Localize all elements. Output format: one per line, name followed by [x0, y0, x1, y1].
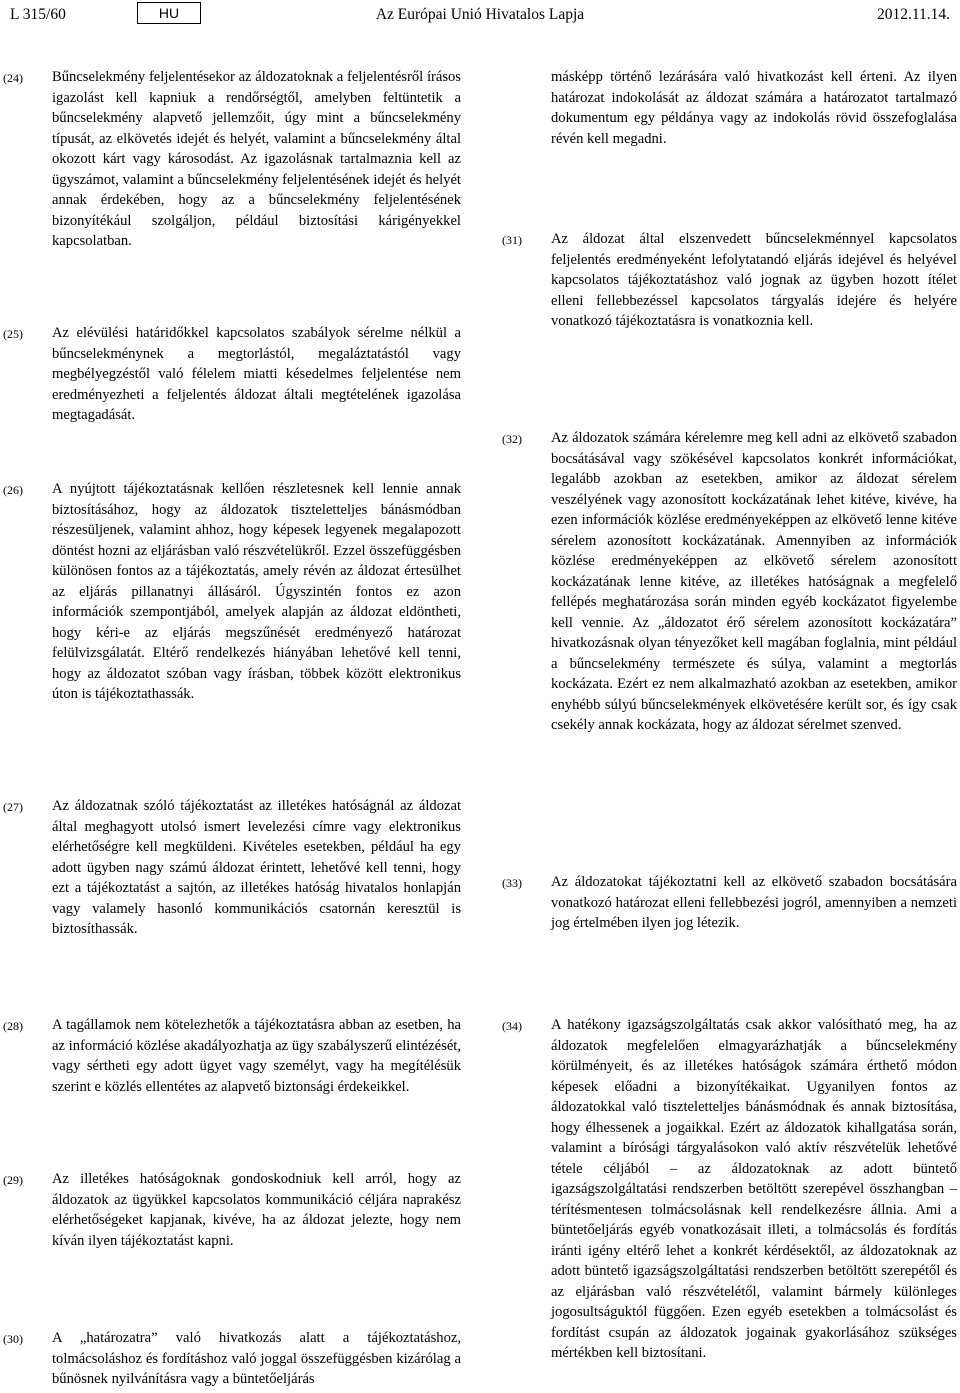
recital-text: Az áldozat által elszenvedett bűncselekménnyel kapcsolatos feljelentés eredményeként lefolytatandó eljárás idejével és helyével kapcsolatos tájékoztatáshoz való jognak az ügyben hozott ítélet elleni fellebbezéssel kapcsolatos tárgyalás idejére és helyére vonatkozó tájékoztatásra is vonatkoznia kell. — [551, 231, 957, 329]
recital-26 — [3, 479, 461, 705]
recital-number: (34) — [502, 1019, 522, 1033]
recital-number: (24) — [3, 71, 23, 85]
recital-number: (32) — [502, 432, 522, 446]
recital-25 — [3, 323, 461, 426]
recital-text: A nyújtott tájékoztatásnak kellően részletesnek kell lennie annak biztosításához, hogy az áldozatok tiszteletteljes bánásmódban részesüljenek, valamint ahhoz, hogy képesek legyenek megalapozott döntést hozni az eljárásban való részvételükről. Ezzel összefüggésben különösen fontos az a tájékoztatás, amely révén az áldozat értesülhet az eljárás pillanatnyi állásáról. Úgyszintén fontos ez azon információk szempontjából, amelyek alapján az áldozat eldöntheti, hogy kéri-e az eljárás megszűnését eredményező határozat felülvizsgálatát. Eltérő rendelkezés hiányában lehetővé kell tenni, hogy az áldozatot szóban vagy írásban, többek között elektronikus úton is tájékoztathassák. — [52, 481, 461, 702]
recital-number: (28) — [3, 1019, 23, 1033]
language-badge: HU — [137, 2, 201, 24]
publication-date: 2012.11.14. — [876, 6, 950, 23]
recital-24 — [3, 67, 461, 252]
page-reference: L 315/60 — [10, 6, 66, 23]
recital-number: (26) — [3, 483, 23, 497]
recital-text: Az áldozatnak szóló tájékoztatást az illetékes hatóságnál az áldozat által meghagyott utolsó ismert levelezési címre vagy elektronikus elérhetőségre kell megküldeni. Kivételes esetekben, például ha egy adott ügyben nagy számú áldozat érintett, lehetővé kell tenni, hogy ezt a tájékoztatást a sajtón, az illetékes hatóság hivatalos honlapján vagy valamely hasonló kommunikációs csatornán keresztül is biztosíthassák. — [52, 798, 461, 937]
journal-title: Az Európai Unió Hivatalos Lapja — [375, 6, 585, 23]
recital-text: Az áldozatok számára kérelemre meg kell adni az elkövető szabadon bocsátásával vagy szökésével kapcsolatos konkrét információkat, legalább azokban az esetekben, amikor az áldozat sérelem veszélyének vagy azonosított kockázatának lehet kitéve, kivéve, ha ezen információk közlése eredményeképpen az elkövető lenne kitéve sérelem azonosított kockázatának. Amennyiben az információk közlése eredményeképpen az elkövető sérelem azonosított kockázatának lenne kitéve, az illetékes hatóságnak a megfelelő fellépés meghatározása során minden egyéb kockázatot figyelembe kell vennie. Az „áldozatot érő sérelem azonosított kockázatára” hivatkozásnak olyan tényezőket kell magában foglalnia, mint például a bűncselekmény természete és súlya, valamint a megtorlás kockázata. Ezért ez nem alkalmazható azokban az esetekben, amikor enyhébb súlyú bűncselekmények elkövetésére került sor, és így csak csekély annak kockázata, hogy az áldozat sérelmet szenved. — [551, 430, 957, 733]
recital-33 — [502, 872, 957, 934]
recital-text: A „határozatra” való hivatkozás alatt a tájékoztatáshoz, tolmácsoláshoz és fordításhoz való joggal összefüggésben kizárólag a bűnösnek nyilvánításra vagy a büntetőeljárás — [52, 1330, 461, 1387]
recital-text: Az áldozatokat tájékoztatni kell az elkövető szabadon bocsátására vonatkozó határozat elleni fellebbezési jogról, amennyiben a nemzeti jog értelmében ilyen jog létezik. — [551, 874, 957, 931]
recital-29 — [3, 1169, 461, 1251]
recital-text: A tagállamok nem kötelezhetők a tájékoztatásra abban az esetben, ha az információ közlése akadályozhatja az ügy szabályszerű elintézését, vagy sértheti egy adott ügyet vagy személyt, vagy ha megítélésük szerint e közlés ellentétes az alapvető biztonsági érdekeikkel. — [52, 1017, 461, 1095]
recital-text: Az illetékes hatóságoknak gondoskodniuk kell arról, hogy az áldozatok az ügyükkel kapcsolatos kommunikáció céljára naprakész elérhetőségeket kapjanak, kivéve, ha az áldozat jelezte, hogy nem kíván ilyen tájékoztatást kapni. — [52, 1171, 461, 1249]
recital-number: (30) — [3, 1332, 23, 1346]
recital-28 — [3, 1015, 461, 1097]
recital-text: Bűncselekmény feljelentésekor az áldozatoknak a feljelentésről írásos igazolást kell kapniuk a rendőrségtől, amelyben feltüntetik a bűncselekmény alapvető jellemzőit, úgy mint a bűncselekmény típusát, az elkövetés idejét és helyét, valamint a bűncselekmény által okozott kárt vagy károsodást. Az igazolásnak tartalmaznia kell az ügyszámot, valamint a bűncselekmény feljelentésének idejét és helyét annak érdekében, hogy az a bűncselekmény feljelentésének bizonyítékául szolgáljon, például biztosítási kárigényekkel kapcsolatban. — [52, 69, 461, 249]
recital-30 — [3, 1328, 461, 1390]
recital-number: (31) — [502, 233, 522, 247]
recital-30-continuation: másképp történő lezárására való hivatkozást kell érteni. Az ilyen határozat indokolását az áldozat számára a határozatot tartalmazó dokumentum egy példánya vagy az indokolás rövid összefoglalása révén kell megadni. — [551, 69, 957, 147]
recital-27 — [3, 796, 461, 940]
recital-number: (25) — [3, 327, 23, 341]
recital-34 — [502, 1015, 957, 1364]
page-header — [0, 0, 960, 30]
recital-text: Az elévülési határidőkkel kapcsolatos szabályok sérelme nélkül a bűncselekménynek a megtorlástól, megaláztatástól vagy megbélyegzéstől való félelem miatti késedelmes feljelentése nem eredményezheti a feljelentés áldozat általi megtételének igazolása megtagadását. — [52, 325, 461, 423]
recital-number: (29) — [3, 1173, 23, 1187]
recital-number: (33) — [502, 876, 522, 890]
recital-32 — [502, 428, 957, 736]
recital-number: (27) — [3, 800, 23, 814]
recital-31 — [502, 229, 957, 332]
recital-text: A hatékony igazságszolgáltatás csak akkor valósítható meg, ha az áldozatok megfelelően elmagyarázhatják a bűncselekmény körülményeit, és az illetékes hatóságok számára érthető módon képesek előadni a bizonyítékaikat. Ugyanilyen fontos az áldozatokkal való tiszteletteljes bánásmódnak és annak biztosítása, hogy élhessenek a jogaikkal. Ezért az áldozatok kihallgatása során, valamint a bírósági tárgyalásokon való aktív részvételük lehetővé tétele céljából – az áldozatoknak az adott büntető igazságszolgáltatási rendszerben betöltött szerepével összhangban – térítésmentesen tolmácsolásnak kell rendelkezésre állnia. Ami a büntetőeljárás egyéb vonatkozásait illeti, a tolmácsolás és fordítás iránti igény eltérő lehet a konkrét kérdésektől, az áldozatoknak az adott büntető igazságszolgáltatási rendszerben betöltött szerepétől és az eljárásban való részvételétől, valamint bármely különleges jogosultságuktól függően. Ezen egyéb esetekben a tolmácsolást és fordítást csupán az áldozatok jogainak gyakorlásához szükséges mértékben kell biztosítani. — [551, 1017, 957, 1361]
